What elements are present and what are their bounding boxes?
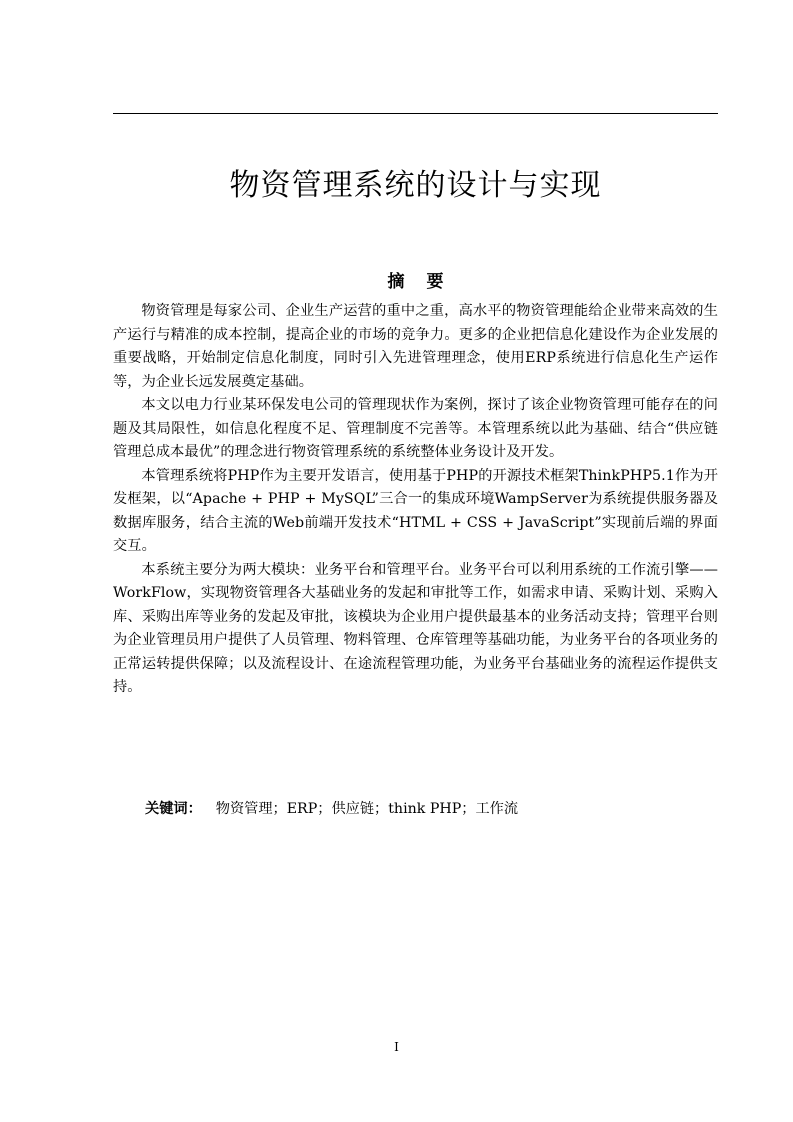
- abstract-heading-char-2: 要: [426, 272, 444, 292]
- header-rule: [113, 113, 718, 114]
- abstract-heading: [113, 270, 718, 294]
- abstract-paragraph: 本管理系统将PHP作为主要开发语言，使用基于PHP的开源技术框架ThinkPHP5.1作为开发框架，以“Apache + PHP + MySQL”三合一的集成环境WampServer为系统提供服务器及数据库服务，结合主流的Web前端开发技术“HTML + CSS + JavaScript”实现前后端的界面交互。: [113, 467, 718, 554]
- document-title: 物资管理系统的设计与实现: [229, 168, 602, 203]
- keywords-text: 物资管理；ERP；供应链；think PHP；工作流: [215, 801, 519, 817]
- abstract-body: [113, 300, 718, 700]
- keywords-line: [145, 798, 518, 822]
- abstract-paragraph: 本系统主要分为两大模块：业务平台和管理平台。业务平台可以利用系统的工作流引擎——WorkFlow，实现物资管理各大基础业务的发起和审批等工作，如需求申请、采购计划、采购入库、采购出库等业务的发起及审批，该模块为企业用户提供最基本的业务活动支持；管理平台则为企业管理员用户提供了人员管理、物料管理、仓库管理等基础功能，为业务平台的各项业务的正常运转提供保障；以及流程设计、在途流程管理功能，为业务平台基础业务的流程运作提供支持。: [113, 561, 718, 695]
- keywords-label: 关键词：: [145, 801, 202, 817]
- abstract-heading-char-1: 摘: [387, 272, 405, 292]
- abstract-paragraph: 本文以电力行业某环保发电公司的管理现状作为案例，探讨了该企业物资管理可能存在的问题及其局限性，如信息化程度不足、管理制度不完善等。本管理系统以此为基础、结合“供应链管理总成本最优”的理念进行物资管理系统的系统整体业务设计及开发。: [113, 397, 718, 460]
- page-number: I: [394, 1040, 399, 1054]
- abstract-paragraph: 物资管理是每家公司、企业生产运营的重中之重，高水平的物资管理能给企业带来高效的生产运行与精准的成本控制，提高企业的市场的竞争力。更多的企业把信息化建设作为企业发展的重要战略，开始制定信息化制度，同时引入先进管理理念，使用ERP系统进行信息化生产运作等，为企业长远发展奠定基础。: [113, 303, 718, 390]
